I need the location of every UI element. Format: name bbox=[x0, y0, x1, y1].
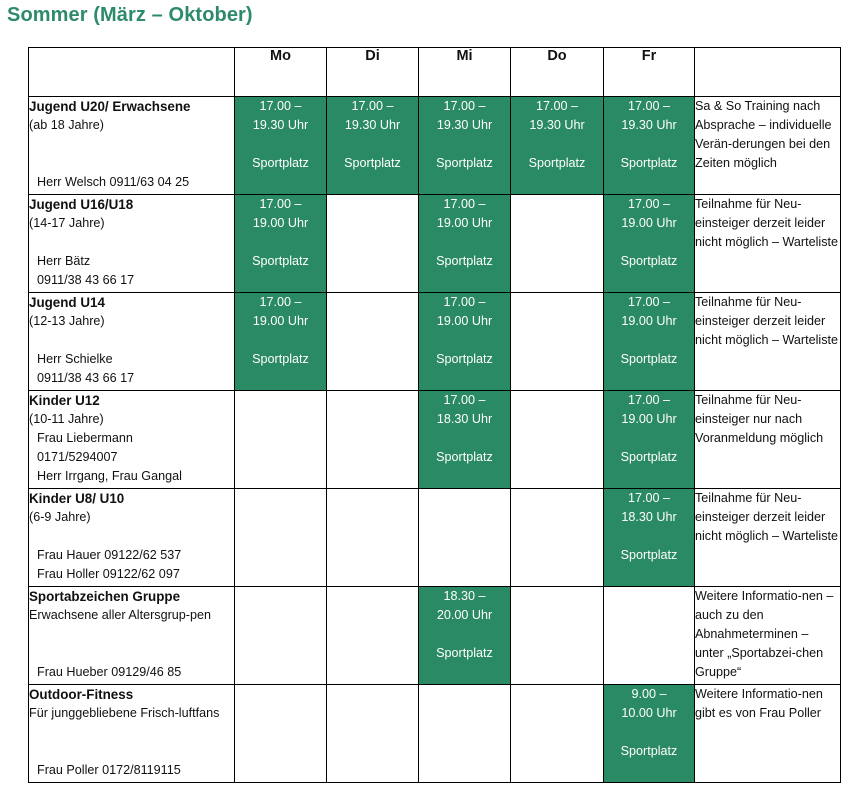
group-age: Für junggebliebene Frisch-luftfans bbox=[29, 706, 220, 720]
group-cell bbox=[29, 587, 235, 685]
group-cell bbox=[29, 489, 235, 587]
group-name: Jugend U16/U18 bbox=[29, 197, 134, 212]
slot-place: Sportplatz bbox=[252, 254, 309, 268]
time-slot bbox=[235, 293, 327, 391]
table-row bbox=[29, 293, 841, 391]
slot-place: Sportplatz bbox=[620, 450, 678, 464]
slot-end: 19.00 Uhr bbox=[621, 412, 677, 426]
slot-end: 19.00 Uhr bbox=[252, 216, 309, 230]
empty-slot bbox=[327, 391, 419, 489]
slot-place: Sportplatz bbox=[436, 450, 493, 464]
training-schedule-table bbox=[28, 47, 841, 783]
slot-start: 17.00 – bbox=[443, 197, 486, 211]
group-name: Outdoor-Fitness bbox=[29, 687, 134, 702]
table-row bbox=[29, 195, 841, 293]
empty-slot bbox=[511, 685, 604, 783]
note-cell: Weitere Informatio-nen gibt es von Frau Poller bbox=[695, 685, 841, 783]
slot-start: 17.00 – bbox=[535, 99, 579, 113]
slot-place: Sportplatz bbox=[344, 156, 401, 170]
group-age: (ab 18 Jahre) bbox=[29, 118, 104, 132]
page-title: Sommer (März – Oktober) bbox=[7, 4, 253, 26]
empty-slot bbox=[327, 293, 419, 391]
slot-end: 19.30 Uhr bbox=[344, 118, 401, 132]
group-contact: Herr Schielke 0911/38 43 66 17 bbox=[37, 352, 135, 385]
slot-start: 17.00 – bbox=[627, 99, 671, 113]
empty-slot bbox=[604, 587, 695, 685]
time-slot bbox=[235, 195, 327, 293]
slot-place: Sportplatz bbox=[436, 646, 493, 660]
slot-end: 19.00 Uhr bbox=[621, 216, 677, 230]
time-slot bbox=[604, 391, 695, 489]
slot-start: 17.00 – bbox=[443, 295, 486, 309]
slot-end: 19.00 Uhr bbox=[621, 314, 677, 328]
group-age: Erwachsene aller Altersgrup-pen bbox=[29, 608, 212, 622]
time-slot bbox=[604, 293, 695, 391]
group-contact: Frau Hueber 09129/46 85 bbox=[37, 665, 182, 679]
empty-slot bbox=[511, 391, 604, 489]
time-slot bbox=[604, 489, 695, 587]
header-row bbox=[29, 48, 841, 97]
group-cell bbox=[29, 195, 235, 293]
day-header: Mo bbox=[235, 48, 327, 97]
group-name: Kinder U12 bbox=[29, 393, 100, 408]
group-age: (12-13 Jahre) bbox=[29, 314, 105, 328]
note-cell: Teilnahme für Neu-einsteiger derzeit leider nicht möglich – Warteliste bbox=[695, 489, 841, 587]
slot-place: Sportplatz bbox=[252, 352, 309, 366]
notes-header bbox=[695, 48, 841, 97]
time-slot bbox=[235, 97, 327, 195]
group-age: (6-9 Jahre) bbox=[29, 510, 91, 524]
empty-slot bbox=[511, 587, 604, 685]
slot-place: Sportplatz bbox=[436, 254, 493, 268]
slot-place: Sportplatz bbox=[620, 744, 678, 758]
group-cell bbox=[29, 391, 235, 489]
group-contact: Frau Hauer 09122/62 537 Frau Holler 09122/62 097 bbox=[37, 548, 182, 581]
time-slot bbox=[419, 293, 511, 391]
group-name: Kinder U8/ U10 bbox=[29, 491, 125, 506]
day-header: Di bbox=[327, 48, 419, 97]
note-cell: Teilnahme für Neu-einsteiger nur nach Voranmeldung möglich bbox=[695, 391, 841, 489]
slot-place: Sportplatz bbox=[436, 156, 493, 170]
empty-slot bbox=[327, 587, 419, 685]
time-slot bbox=[604, 685, 695, 783]
time-slot bbox=[419, 97, 511, 195]
time-slot bbox=[419, 587, 511, 685]
group-cell bbox=[29, 97, 235, 195]
slot-start: 9.00 – bbox=[631, 687, 667, 701]
day-header: Do bbox=[511, 48, 604, 97]
empty-slot bbox=[327, 685, 419, 783]
slot-end: 19.30 Uhr bbox=[436, 118, 493, 132]
slot-end: 20.00 Uhr bbox=[436, 608, 493, 622]
empty-slot bbox=[327, 489, 419, 587]
group-contact: Frau Poller 0172/8119115 bbox=[37, 763, 181, 777]
day-header: Fr bbox=[604, 48, 695, 97]
group-contact: Herr Bätz 0911/38 43 66 17 bbox=[37, 254, 135, 287]
empty-slot bbox=[511, 195, 604, 293]
group-age: (14-17 Jahre) bbox=[29, 216, 105, 230]
slot-place: Sportplatz bbox=[620, 156, 678, 170]
empty-slot bbox=[235, 685, 327, 783]
slot-end: 10.00 Uhr bbox=[621, 706, 677, 720]
empty-slot bbox=[511, 489, 604, 587]
group-name: Sportabzeichen Gruppe bbox=[29, 589, 181, 604]
time-slot bbox=[604, 195, 695, 293]
corner-cell bbox=[29, 48, 235, 97]
slot-place: Sportplatz bbox=[620, 352, 678, 366]
slot-place: Sportplatz bbox=[620, 548, 678, 562]
time-slot bbox=[327, 97, 419, 195]
slot-start: 17.00 – bbox=[443, 393, 486, 407]
group-contact: Frau Liebermann 0171/5294007 Herr Irrgang, Frau Gangal bbox=[37, 431, 182, 483]
group-age: (10-11 Jahre) bbox=[29, 412, 104, 426]
empty-slot bbox=[327, 195, 419, 293]
group-name: Jugend U14 bbox=[29, 295, 105, 310]
slot-start: 17.00 – bbox=[627, 491, 671, 505]
group-contact: Herr Welsch 0911/63 04 25 bbox=[37, 175, 190, 189]
empty-slot bbox=[235, 489, 327, 587]
slot-end: 18.30 Uhr bbox=[621, 510, 677, 524]
note-cell: Sa & So Training nach Absprache – individuelle Verän-derungen bei den Zeiten möglich bbox=[695, 97, 841, 195]
slot-start: 18.30 – bbox=[443, 589, 486, 603]
empty-slot bbox=[511, 293, 604, 391]
empty-slot bbox=[419, 685, 511, 783]
slot-start: 17.00 – bbox=[259, 99, 302, 113]
slot-start: 17.00 – bbox=[259, 197, 302, 211]
slot-place: Sportplatz bbox=[528, 156, 586, 170]
day-header: Mi bbox=[419, 48, 511, 97]
note-cell: Weitere Informatio-nen – auch zu den Abnahmeterminen – unter „Sportabzei-chen Gruppe“ bbox=[695, 587, 841, 685]
time-slot bbox=[511, 97, 604, 195]
time-slot bbox=[419, 195, 511, 293]
group-name: Jugend U20/ Erwachsene bbox=[29, 99, 191, 114]
slot-end: 19.30 Uhr bbox=[621, 118, 677, 132]
slot-start: 17.00 – bbox=[627, 197, 671, 211]
table-row bbox=[29, 391, 841, 489]
slot-end: 19.00 Uhr bbox=[436, 216, 493, 230]
note-cell: Teilnahme für Neu-einsteiger derzeit leider nicht möglich – Warteliste bbox=[695, 293, 841, 391]
slot-end: 19.30 Uhr bbox=[252, 118, 309, 132]
slot-start: 17.00 – bbox=[259, 295, 302, 309]
slot-start: 17.00 – bbox=[351, 99, 394, 113]
slot-end: 18.30 Uhr bbox=[436, 412, 493, 426]
table-row bbox=[29, 489, 841, 587]
slot-place: Sportplatz bbox=[436, 352, 493, 366]
slot-place: Sportplatz bbox=[620, 254, 678, 268]
table-row bbox=[29, 685, 841, 783]
slot-start: 17.00 – bbox=[627, 393, 671, 407]
table-row bbox=[29, 587, 841, 685]
note-cell: Teilnahme für Neu-einsteiger derzeit leider nicht möglich – Warteliste bbox=[695, 195, 841, 293]
slot-end: 19.00 Uhr bbox=[252, 314, 309, 328]
slot-end: 19.30 Uhr bbox=[529, 118, 585, 132]
table-row bbox=[29, 97, 841, 195]
slot-start: 17.00 – bbox=[627, 295, 671, 309]
empty-slot bbox=[235, 391, 327, 489]
empty-slot bbox=[419, 489, 511, 587]
slot-start: 17.00 – bbox=[443, 99, 486, 113]
slot-place: Sportplatz bbox=[252, 156, 309, 170]
slot-end: 19.00 Uhr bbox=[436, 314, 493, 328]
empty-slot bbox=[235, 587, 327, 685]
group-cell bbox=[29, 685, 235, 783]
time-slot bbox=[604, 97, 695, 195]
group-cell bbox=[29, 293, 235, 391]
time-slot bbox=[419, 391, 511, 489]
